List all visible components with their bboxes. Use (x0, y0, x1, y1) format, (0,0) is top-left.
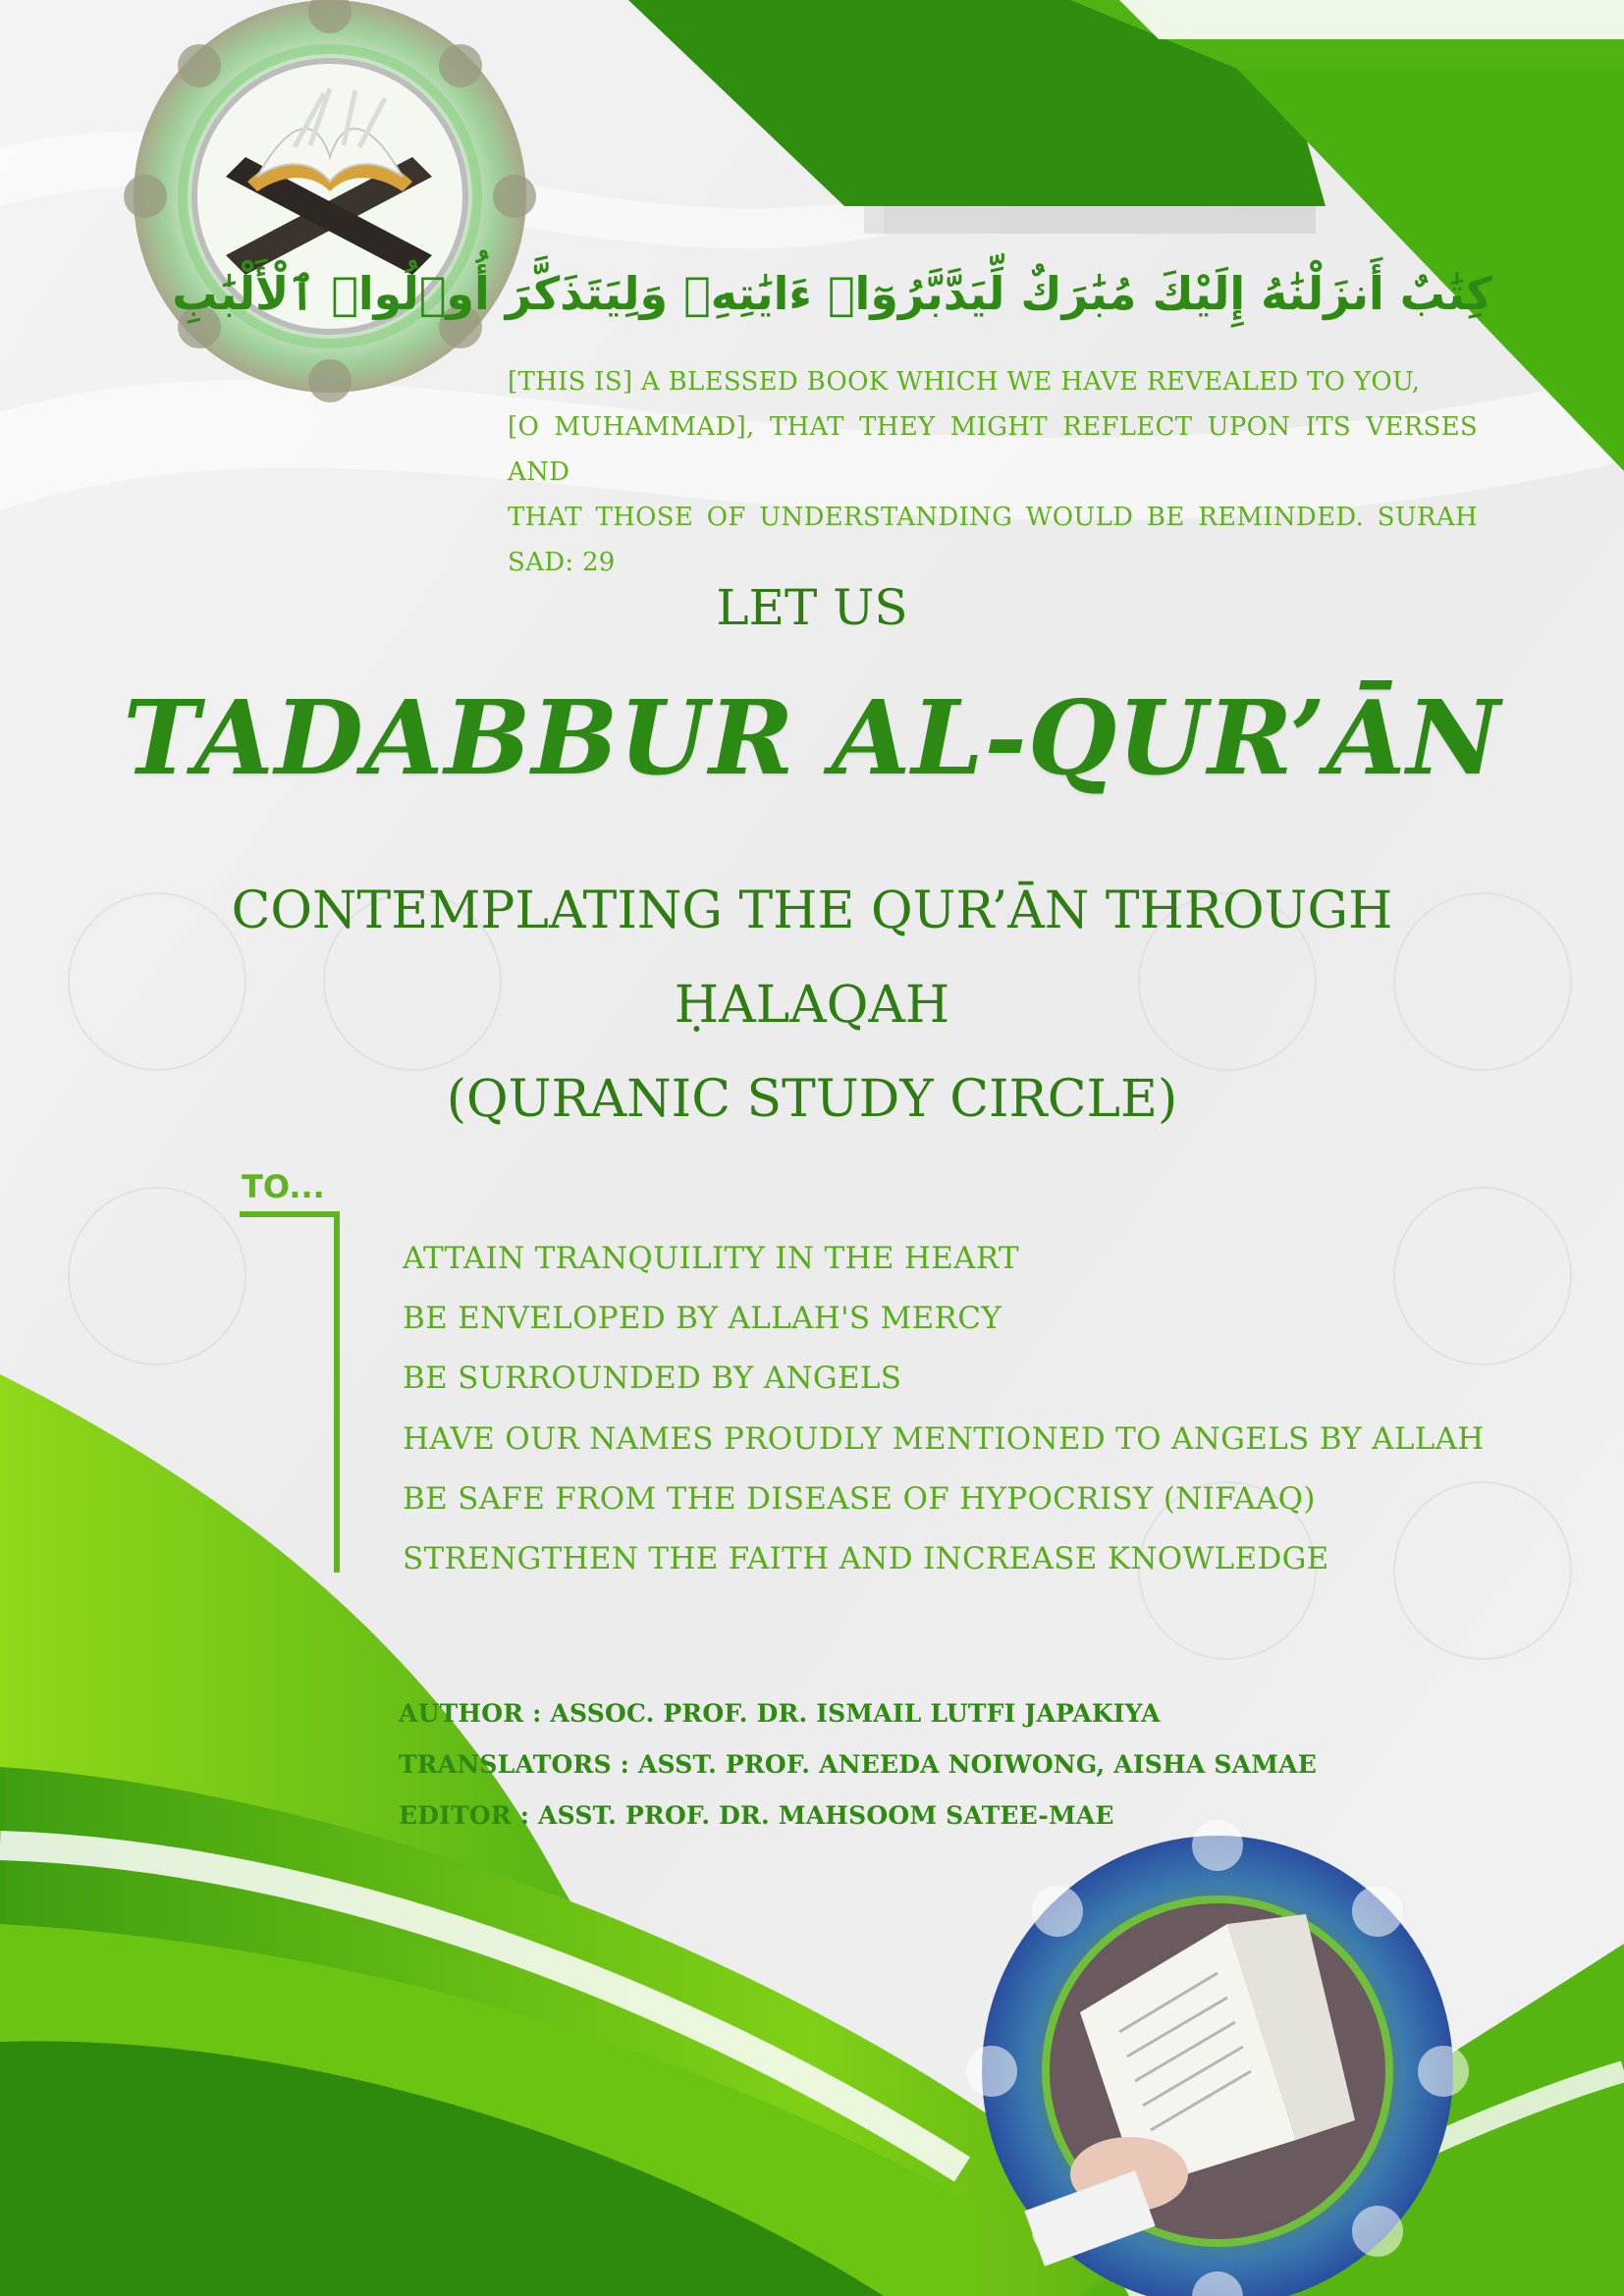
subtitle (0, 864, 1624, 1147)
bracket-divider (240, 1211, 340, 1217)
benefits-list (403, 1229, 1485, 1589)
subtitle-line: (QURANIC STUDY CIRCLE) (446, 1070, 1178, 1129)
subtitle-line: ḤALAQAH (674, 976, 950, 1035)
purpose-label: TO... (242, 1168, 325, 1205)
main-title: TADABBUR AL-QUR’ĀN (123, 677, 1501, 798)
list-item: HAVE OUR NAMES PROUDLY MENTIONED TO ANGELS BY ALLAH (403, 1420, 1485, 1457)
translation-line: [O MUHAMMAD], THAT THEY MIGHT REFLECT UPON ITS VERSES AND (508, 412, 1478, 487)
subtitle-line: CONTEMPLATING THE QUR’ĀN THROUGH (231, 881, 1393, 940)
translation-line: THAT THOSE OF UNDERSTANDING WOULD BE REMINDED. SURAH SAD: 29 (508, 503, 1478, 577)
translation-line: [THIS IS] A BLESSED BOOK WHICH WE HAVE REVEALED TO YOU, (508, 367, 1421, 397)
quran-verse-arabic: كِتَٰبٌ أَنزَلْنَٰهُ إِلَيْكَ مُبَٰرَكٌ لِّيَدَّبَّرُوٓا۟ ءَايَٰتِهِۦ وَلِيَتَذَكَّرَ أُو۟لُوا۟ ٱلْأَلْبَٰبِ (172, 267, 1492, 320)
credits (399, 1688, 1317, 1842)
list-item: BE ENVELOPED BY ALLAH'S MERCY (403, 1301, 1001, 1337)
editor-credit: EDITOR : ASST. PROF. DR. MAHSOOM SATEE-MAE (399, 1801, 1114, 1830)
verse-translation (508, 359, 1478, 585)
bracket-divider (334, 1211, 340, 1573)
list-item: STRENGTHEN THE FAITH AND INCREASE KNOWLEDGE (403, 1541, 1329, 1577)
reading-quran-emblem (966, 1820, 1469, 2296)
list-item: BE SAFE FROM THE DISEASE OF HYPOCRISY (NIFAAQ) (403, 1480, 1316, 1517)
list-item: BE SURROUNDED BY ANGELS (403, 1361, 902, 1397)
translators-credit: TRANSLATORS : ASST. PROF. ANEEDA NOIWONG, AISHA SAMAE (399, 1750, 1317, 1779)
lead-text: LET US (716, 579, 908, 636)
author-credit: AUTHOR : ASSOC. PROF. DR. ISMAIL LUTFI JAPAKIYA (399, 1699, 1161, 1728)
list-item: ATTAIN TRANQUILITY IN THE HEART (403, 1241, 1019, 1276)
quran-stand-emblem (124, 0, 536, 402)
